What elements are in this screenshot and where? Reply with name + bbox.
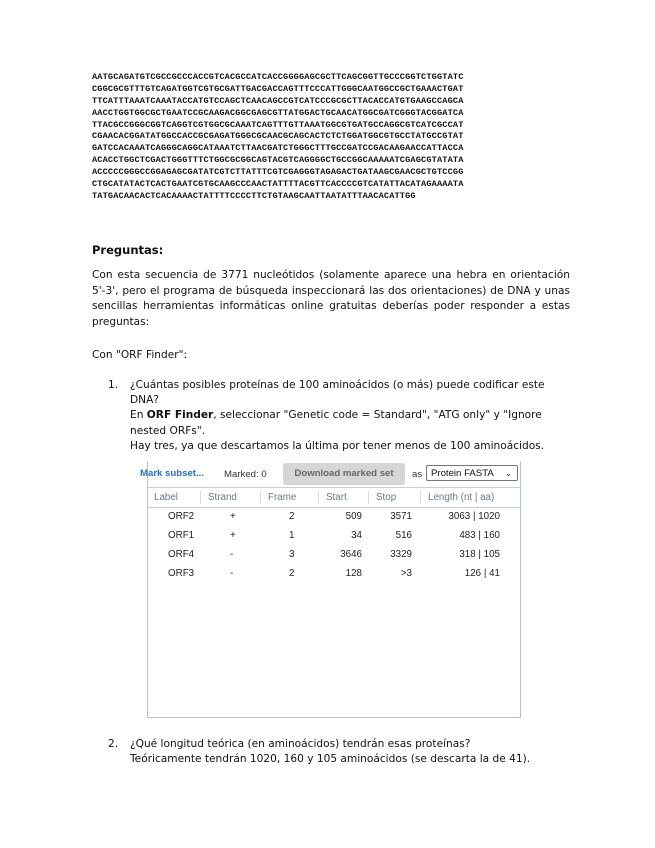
cell-frame: 1: [289, 530, 295, 541]
sequence-line: TTCATTTAAATCAAATACCATGTCCAGCTCAACAGCCGTCATCCCGCGCTTACACCATGTGAAGCCAGCA: [92, 95, 464, 106]
orf-finder-results-panel: [140, 461, 521, 718]
sequence-line: GATCCACAAATCAGGGCAGGCATAAATCTTAACGATCTGGGCTTTGCCGATCCGACAAGAACCATTACCA: [92, 143, 464, 154]
column-header-label[interactable]: Label: [154, 492, 178, 503]
chevron-down-icon: ⌄: [505, 469, 512, 478]
results-toolbar: [140, 461, 520, 485]
sequence-line: CGGCGCGTTTGTCAGATGGTCGTGCGATTGACGACCAGTTTCCCATTGGGCAATGGCCGCTGAAACTGAT: [92, 83, 464, 94]
cell-start: 128: [345, 568, 362, 579]
orf-finder-bold: ORF Finder: [146, 409, 214, 422]
as-label: as: [412, 469, 423, 480]
cell-strand: -: [230, 549, 234, 560]
cell-frame: 2: [289, 568, 295, 579]
sequence-line: CGAACACGGATATGGCCACCGCGAGATGGGCGCAACGCAGCACTCTCTGGATGGCGTGCCTATGCCGTAT: [92, 131, 464, 142]
table-header: [148, 487, 520, 508]
cell-strand: +: [230, 530, 236, 541]
table-row[interactable]: [148, 564, 520, 583]
orf-finder-label: Con "ORF Finder":: [92, 349, 188, 361]
table-row[interactable]: [148, 526, 520, 545]
column-header-stop[interactable]: Stop: [376, 492, 397, 503]
sequence-line: ACACCTGGCTCGACTGGGTTTCTGGCGCGGCAGTACGTCAGGGGCTGCCGGCAAAAATCGAGCGTATATA: [92, 155, 464, 166]
question-number: 1.: [108, 379, 119, 391]
question-instruction: En ORF Finder, seleccionar "Genetic code = Standard", "ATG only" y "Ignore nested ORFs".: [130, 409, 542, 437]
cell-length: 126 | 41: [464, 568, 500, 579]
cell-length: 3063 | 1020: [448, 511, 500, 522]
intro-paragraph: Con esta secuencia de 3771 nucleótidos (solamente aparece una hebra en orientación 5'-3', pero el programa de búsqueda inspeccionará las dos orientaciones) de DNA y unas sencillas herramientas informáticas online gratuitas deberías poder responder a estas preguntas:: [92, 269, 570, 328]
column-separator: [200, 491, 201, 504]
question-answer: Hay tres, ya que descartamos la última por tener menos de 100 aminoácidos.: [130, 439, 545, 452]
cell-frame: 2: [289, 511, 295, 522]
mark-subset-link[interactable]: Mark subset...: [140, 468, 204, 479]
sequence-line: CTGCATATACTCACTGAATCGTGCAAGCCCAACTATTTTACGTTCACCCCGTCATATTACATAGAAAATA: [92, 179, 464, 190]
format-select-value: Protein FASTA: [431, 468, 494, 479]
cell-label: ORF4: [168, 549, 195, 560]
column-header-length[interactable]: Length (nt | aa): [428, 492, 495, 503]
format-select[interactable]: [426, 465, 518, 481]
sequence-line: ACCCCCGGGCCGGAGAGCGATATCGTCTTATTTCGTCGAGGGTAGAGACTGATAAGCGAACGCTGTCCGG: [92, 167, 464, 178]
dna-sequence: [92, 72, 572, 203]
question-2: [108, 737, 568, 767]
column-header-start[interactable]: Start: [326, 492, 347, 503]
cell-start: 509: [345, 511, 362, 522]
column-header-strand[interactable]: Strand: [208, 492, 237, 503]
sequence-line: TTACGCCGGGCGGTCAGGTCGTGGCGCAAATCAGTTTGTTAAATGGCGTGATGCCAGGCGTCATCGCCAT: [92, 119, 464, 130]
column-separator: [260, 491, 261, 504]
column-separator: [420, 491, 421, 504]
cell-label: ORF3: [168, 568, 195, 579]
cell-length: 483 | 160: [459, 530, 500, 541]
column-header-frame[interactable]: Frame: [268, 492, 297, 503]
question-number: 2.: [108, 738, 119, 750]
table-row[interactable]: [148, 507, 520, 526]
question-text: ¿Cuántas posibles proteínas de 100 aminoácidos (o más) puede codificar este DNA?: [130, 379, 545, 407]
download-marked-set-button[interactable]: Download marked set: [283, 463, 405, 485]
cell-start: 34: [351, 530, 362, 541]
questions-heading: Preguntas:: [92, 243, 164, 257]
question-1: [108, 378, 568, 454]
question-text: ¿Qué longitud teórica (en aminoácidos) tendrán esas proteínas?: [130, 738, 471, 750]
cell-start: 3646: [340, 549, 362, 560]
cell-strand: -: [230, 568, 234, 579]
cell-stop: 3329: [390, 549, 412, 560]
sequence-line: TATGACAACACTCACAAAACTATTTTCCCCTTCTGTAAGCAATTAATATTTAACACATTGG: [92, 190, 416, 201]
cell-frame: 3: [289, 549, 295, 560]
cell-stop: 516: [395, 530, 412, 541]
column-separator: [368, 491, 369, 504]
cell-length: 318 | 105: [459, 549, 500, 560]
cell-label: ORF1: [168, 530, 195, 541]
cell-stop: >3: [400, 568, 412, 579]
cell-label: ORF2: [168, 511, 195, 522]
sequence-line: AATGCAGATGTCGCCGCCCACCGTCACGCCATCACCGGGGAGCGCTTCAGCGGTTGCCCGGTCTGGTATC: [92, 72, 464, 82]
cell-strand: +: [230, 511, 236, 522]
table-row[interactable]: [148, 545, 520, 564]
marked-count: Marked: 0: [224, 469, 267, 480]
cell-stop: 3571: [390, 511, 412, 522]
sequence-line: AACCTGGTGGCGCTGAATCCGCAAGACGGCGAGCGTTATGGACTGCAACATGGCGATCGGGTACGGATCA: [92, 107, 464, 118]
column-separator: [318, 491, 319, 504]
question-answer: Teóricamente tendrán 1020, 160 y 105 aminoácidos (se descarta la de 41).: [130, 753, 531, 766]
